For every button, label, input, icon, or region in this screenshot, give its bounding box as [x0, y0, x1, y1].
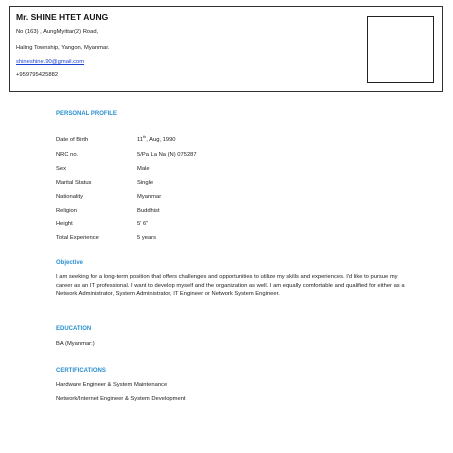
profile-row-nrc [56, 152, 356, 160]
profile-value: 5' 6" [137, 221, 149, 227]
certification-item: Hardware Engineer & System Maintenance [56, 382, 168, 388]
phone-number: +959795425882 [16, 72, 59, 78]
profile-label: Height [56, 221, 73, 227]
education-title: EDUCATION [56, 326, 92, 332]
profile-row-dob [56, 137, 356, 145]
profile-value: 5/Pa La Na (N) 075287 [137, 152, 197, 158]
profile-row-nationality [56, 194, 356, 202]
profile-label: Marital Status [56, 180, 92, 186]
profile-value: Male [137, 166, 150, 172]
profile-label: Sex [56, 166, 66, 172]
objective-title: Objective [56, 260, 84, 266]
profile-label: Total Experience [56, 235, 99, 241]
profile-row-total-experience [56, 235, 356, 243]
profile-value: 11th, Aug, 1990 [137, 135, 176, 143]
profile-value: 5 years [137, 235, 157, 241]
photo-placeholder [367, 16, 434, 83]
certifications-title: CERTIFICATIONS [56, 368, 106, 374]
header-box [9, 6, 443, 92]
profile-label: Religion [56, 208, 77, 214]
profile-row-height [56, 221, 356, 229]
profile-value: Single [137, 180, 154, 186]
profile-label: Date of Birth [56, 137, 89, 143]
address-line-2: Haling Township, Yangon, Myanmar. [16, 45, 110, 51]
email-link[interactable]: shineshine.90@gmail.com [16, 59, 85, 65]
profile-row-religion [56, 208, 356, 216]
profile-row-marital-status [56, 180, 356, 188]
objective-text: I am seeking for a long-term position that offers challenges and opportunities to utilize my skills and experiences. I'd like to pursue my career as an IT professional. I want to develop myself and the organization as well. I am equally comfortable and qualified for either as a Network Administrator, System Administrator, IT Engineer or Network System Engineer. [56, 274, 405, 298]
address-line-1: No (163) , AungMyittar(2) Road, [16, 29, 99, 35]
profile-label: Nationality [56, 194, 84, 200]
candidate-name: Mr. SHINE HTET AUNG [16, 12, 109, 22]
certification-item: Network/Internet Engineer & System Development [56, 396, 186, 402]
education-item: BA (Myanmar:) [56, 341, 95, 347]
profile-label: NRC no. [56, 152, 79, 158]
profile-value: Myanmar [137, 194, 162, 200]
profile-row-sex [56, 166, 356, 174]
profile-value: Buddhist [137, 208, 160, 214]
personal-profile-title: PERSONAL PROFILE [56, 111, 117, 117]
